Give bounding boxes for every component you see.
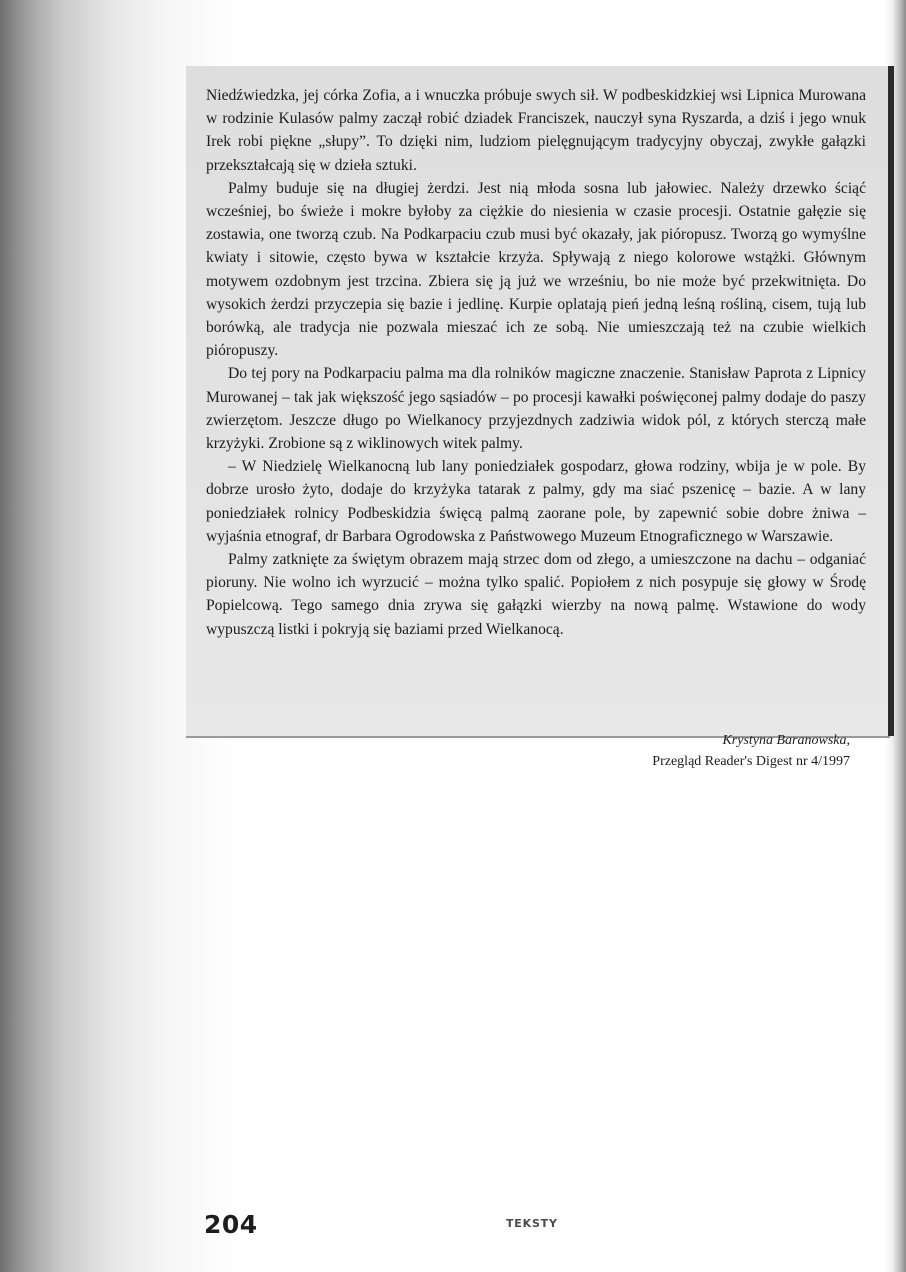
section-label: TEKSTY — [506, 1217, 558, 1230]
article-text — [206, 84, 866, 641]
article-paragraph: Do tej pory na Podkarpaciu palma ma dla rolników magiczne znaczenie. Stanisław Paprota z Lipnicy Murowanej – tak jak większość jego sąsiadów – po procesji kawałki poświęconej palmy dodaje do paszy zwierzętom. Jeszcze długo po Wielkanocy przyjezdnych zadziwia widok pól, z których sterczą małe krzyżyki. Zrobione są z wiklinowych witek palmy. — [206, 365, 866, 453]
article-paragraph: – W Niedzielę Wielkanocną lub lany poniedziałek gospodarz, głowa rodziny, wbija je w pole. By dobrze urosło żyto, dodaje do krzyżyka tatarak z palmy, gdy ma siać pszenicę – bazie. A w lany poniedziałek rolnicy Podbeskidzia święcą palmą zaorane pole, by zapewnić sobie dobre żniwa – wyjaśnia etnograf, dr Barbara Ogrodowska z Państwowego Muzeum Etnograficznego w Warszawie. — [206, 458, 866, 545]
signature-author: Krystyna Baranowska, — [722, 733, 850, 748]
article-paragraph: Palmy buduje się na długiej żerdzi. Jest nią młoda sosna lub jałowiec. Należy drzewko ściąć wcześniej, bo świeże i mokre byłoby za ciężkie do niesienia w czasie procesji. Ostatnie gałęzie się zostawia, one tworzą czub. Na Podkarpaciu czub musi być okazały, jak pióropusz. Tworzą go wymyślne kwiaty i sitowie, często bywa w kształcie krzyża. Spływają z niego kolorowe wstążki. Głównym motywem ozdobnym jest trzcina. Zbiera się ją już we wrześniu, bo nie może być przekwitnięta. Do wysokich żerdzi przyczepia się bazie i jedlinę. Kurpie oplatają pień jedną leśną rośliną, cisem, tują lub borówką, ale tradycja nie pozwala mieszać ich ze sobą. Nie umieszczają też na czubie wielkich pióropuszy. — [206, 179, 866, 360]
article-paragraph: Niedźwiedzka, jej córka Zofia, a i wnuczka próbuje swych sił. W podbeskidzkiej wsi Lipnica Murowana w rodzinie Kulasów palmy zaczął robić dziadek Franciszek, nauczył syna Ryszarda, a dziś i jego wnuk Irek robi piękne „słupy”. To dzięki nim, ludziom pielęgnującym tradycyjny obyczaj, zwykłe gałązki przekształcają się w dzieła sztuki. — [206, 87, 866, 174]
signature-block — [652, 730, 850, 772]
article-paragraph: Palmy zatknięte za świętym obrazem mają strzec dom od złego, a umieszczone na dachu – odganiać pioruny. Nie wolno ich wyrzucić – można tylko spalić. Popiołem z nich posypuje się głowy w Środę Popielcową. Tego samego dnia zrywa się gałązki wierzby na nową palmę. Wstawione do wody wypuszczą listki i pokryją się baziami przed Wielkanocą. — [206, 551, 866, 638]
page-number: 204 — [204, 1210, 258, 1239]
signature-source: Przegląd Reader's Digest nr 4/1997 — [652, 754, 850, 769]
